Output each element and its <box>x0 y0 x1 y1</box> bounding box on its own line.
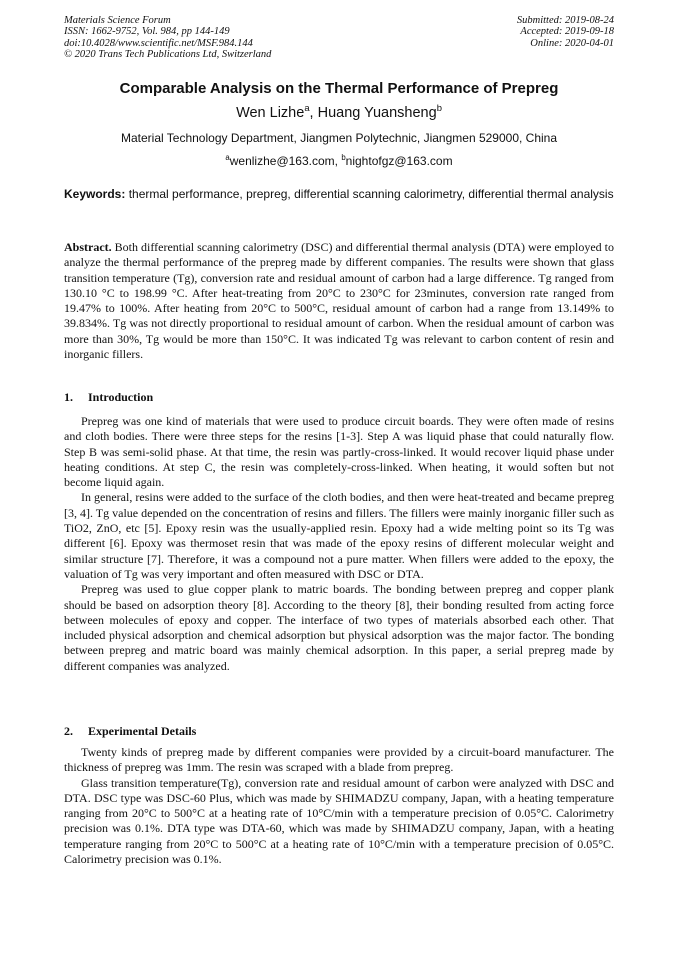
journal-doi: doi:10.4028/www.scientific.net/MSF.984.144 <box>64 37 253 49</box>
author-name: Wen Lizhe <box>236 105 305 121</box>
paper-title: Comparable Analysis on the Thermal Performance of Prepreg <box>119 80 559 97</box>
section-heading-introduction <box>64 390 153 405</box>
email-address: nightofgz@163.com <box>345 154 453 168</box>
author-line <box>0 104 678 122</box>
body-paragraph: Prepreg was used to glue copper plank to matric boards. The bonding between prepreg and copper plank should be based on adsorption theory [8]. According to the theory [8], their bonding resulted from acting force between molecules of epoxy and copper. The interface of two types of materials absorbed each other. That included physical adsorption and chemical adsorption but physical adsorption was the major factor. The bonding between prepreg and matric board was mainly chemical adsorption. In this paper, a serial prepreg made by different companies was analyzed. <box>64 582 614 673</box>
accepted-date: Accepted: 2019-09-18 <box>520 26 614 38</box>
section-title: Experimental Details <box>88 724 197 738</box>
journal-issn: ISSN: 1662-9752, Vol. 984, pp 144-149 <box>64 26 230 38</box>
abstract-label: Abstract. <box>64 240 112 254</box>
author-name: Huang Yuansheng <box>317 105 437 121</box>
body-paragraph: Glass transition temperature(Tg), conversion rate and residual amount of carbon were analyzed with DSC and DTA. DSC type was DSC-60 Plus, which was made by SHIMADZU company, Japan, with a heating temperature ranging from 20°C to 500°C at a heating rate of 10°C/min with a temperature precision of 0.05°C. Calorimetry precision was 0.1%. DTA type was DTA-60, which was made by SHIMADZU company, Japan, with a heating temperature ranging from 20°C to 500°C at a heating rate of 10°C/min with a temperature precision of 0.05°C. Calorimetry precision was 0.1%. <box>64 775 614 867</box>
section-introduction-body <box>64 414 614 674</box>
submission-dates <box>517 15 614 49</box>
body-paragraph: Twenty kinds of prepreg made by different companies were provided by a circuit-board manufacturer. The thickness of prepreg was 1mm. The resin was scraped with a blade from prepreg. <box>64 745 614 775</box>
body-paragraph: In general, resins were added to the surface of the cloth bodies, and then were heat-treated and became prepreg [3, 4]. Tg value depended on the concentration of resins and fillers. The fillers were mainly inorganic filler such as TiO2, ZnO, etc [5]. Epoxy resin was the usually-applied resin. Epoxy had a wide melting point so its Tg was different [6]. Epoxy was thermoset resin that was made of the epoxy resins of different molecular weight and similar structure [7]. Therefore, it was a compound not a pure matter. When fillers were added to the epoxy, the valuation of Tg was very important and often measured with DSC or DTA. <box>64 490 614 581</box>
keywords <box>64 187 614 202</box>
journal-info <box>64 15 271 61</box>
email-address: wenlizhe@163.com, <box>229 154 342 168</box>
section-number: 2. <box>64 724 73 738</box>
section-title: Introduction <box>88 390 154 404</box>
section-heading-experimental <box>64 724 196 739</box>
author-affil-mark: a <box>304 102 310 114</box>
email-line <box>0 154 678 169</box>
section-number: 1. <box>64 390 73 404</box>
affiliation: Material Technology Department, Jiangmen Polytechnic, Jiangmen 529000, China <box>120 131 558 145</box>
abstract-paragraph <box>64 240 614 362</box>
author-separator: , <box>309 105 318 121</box>
journal-name: Materials Science Forum <box>64 15 171 26</box>
email-mark: b <box>341 153 346 162</box>
online-date: Online: 2020-04-01 <box>530 37 614 49</box>
abstract <box>64 240 614 362</box>
journal-copyright: © 2020 Trans Tech Publications Ltd, Switzerland <box>64 49 272 61</box>
keywords-label: Keywords: <box>64 187 126 201</box>
abstract-text: Both differential scanning calorimetry (DSC) and differential thermal analysis (DTA) were employed to analyze the thermal performance of the prepreg made by different companies. The results were shown that glass transition temperature (Tg), conversion rate and residual amount of carbon had a large difference. Tg ranged from 130.10 °C to 198.99 °C. After heat-treating from 20°C to 230°C for 23minutes, conversion rate ranged from 19.47% to 100%. After heating from 20°C to 500°C, residual amount of carbon had a range from 13.149% to 39.834%. Tg was not directly proportional to residual amount of carbon. When the residual amount of carbon was more than 30%, Tg would be more than 150°C. It was indicated Tg was relevant to carbon content of resin and inorganic fillers. <box>64 240 614 362</box>
submitted-date: Submitted: 2019-08-24 <box>516 15 614 26</box>
section-experimental-body <box>64 745 614 867</box>
body-paragraph: Prepreg was one kind of materials that were used to produce circuit boards. They were often made of resins and cloth bodies. There were three steps for the resins [1-3]. Step A was liquid phase that could naturally flow. Step B was semi-solid phase. At that time, the resin was partly-cross-linked. It would recover liquid phase under heating conditions. At step C, the resin was completely-cross-linked. When heating, it would soften but not become liquid again. <box>64 414 614 490</box>
email-mark: a <box>225 153 230 162</box>
keywords-text: thermal performance, prepreg, differential scanning calorimetry, differential thermal analysis <box>125 187 614 201</box>
author-affil-mark: b <box>436 102 442 114</box>
